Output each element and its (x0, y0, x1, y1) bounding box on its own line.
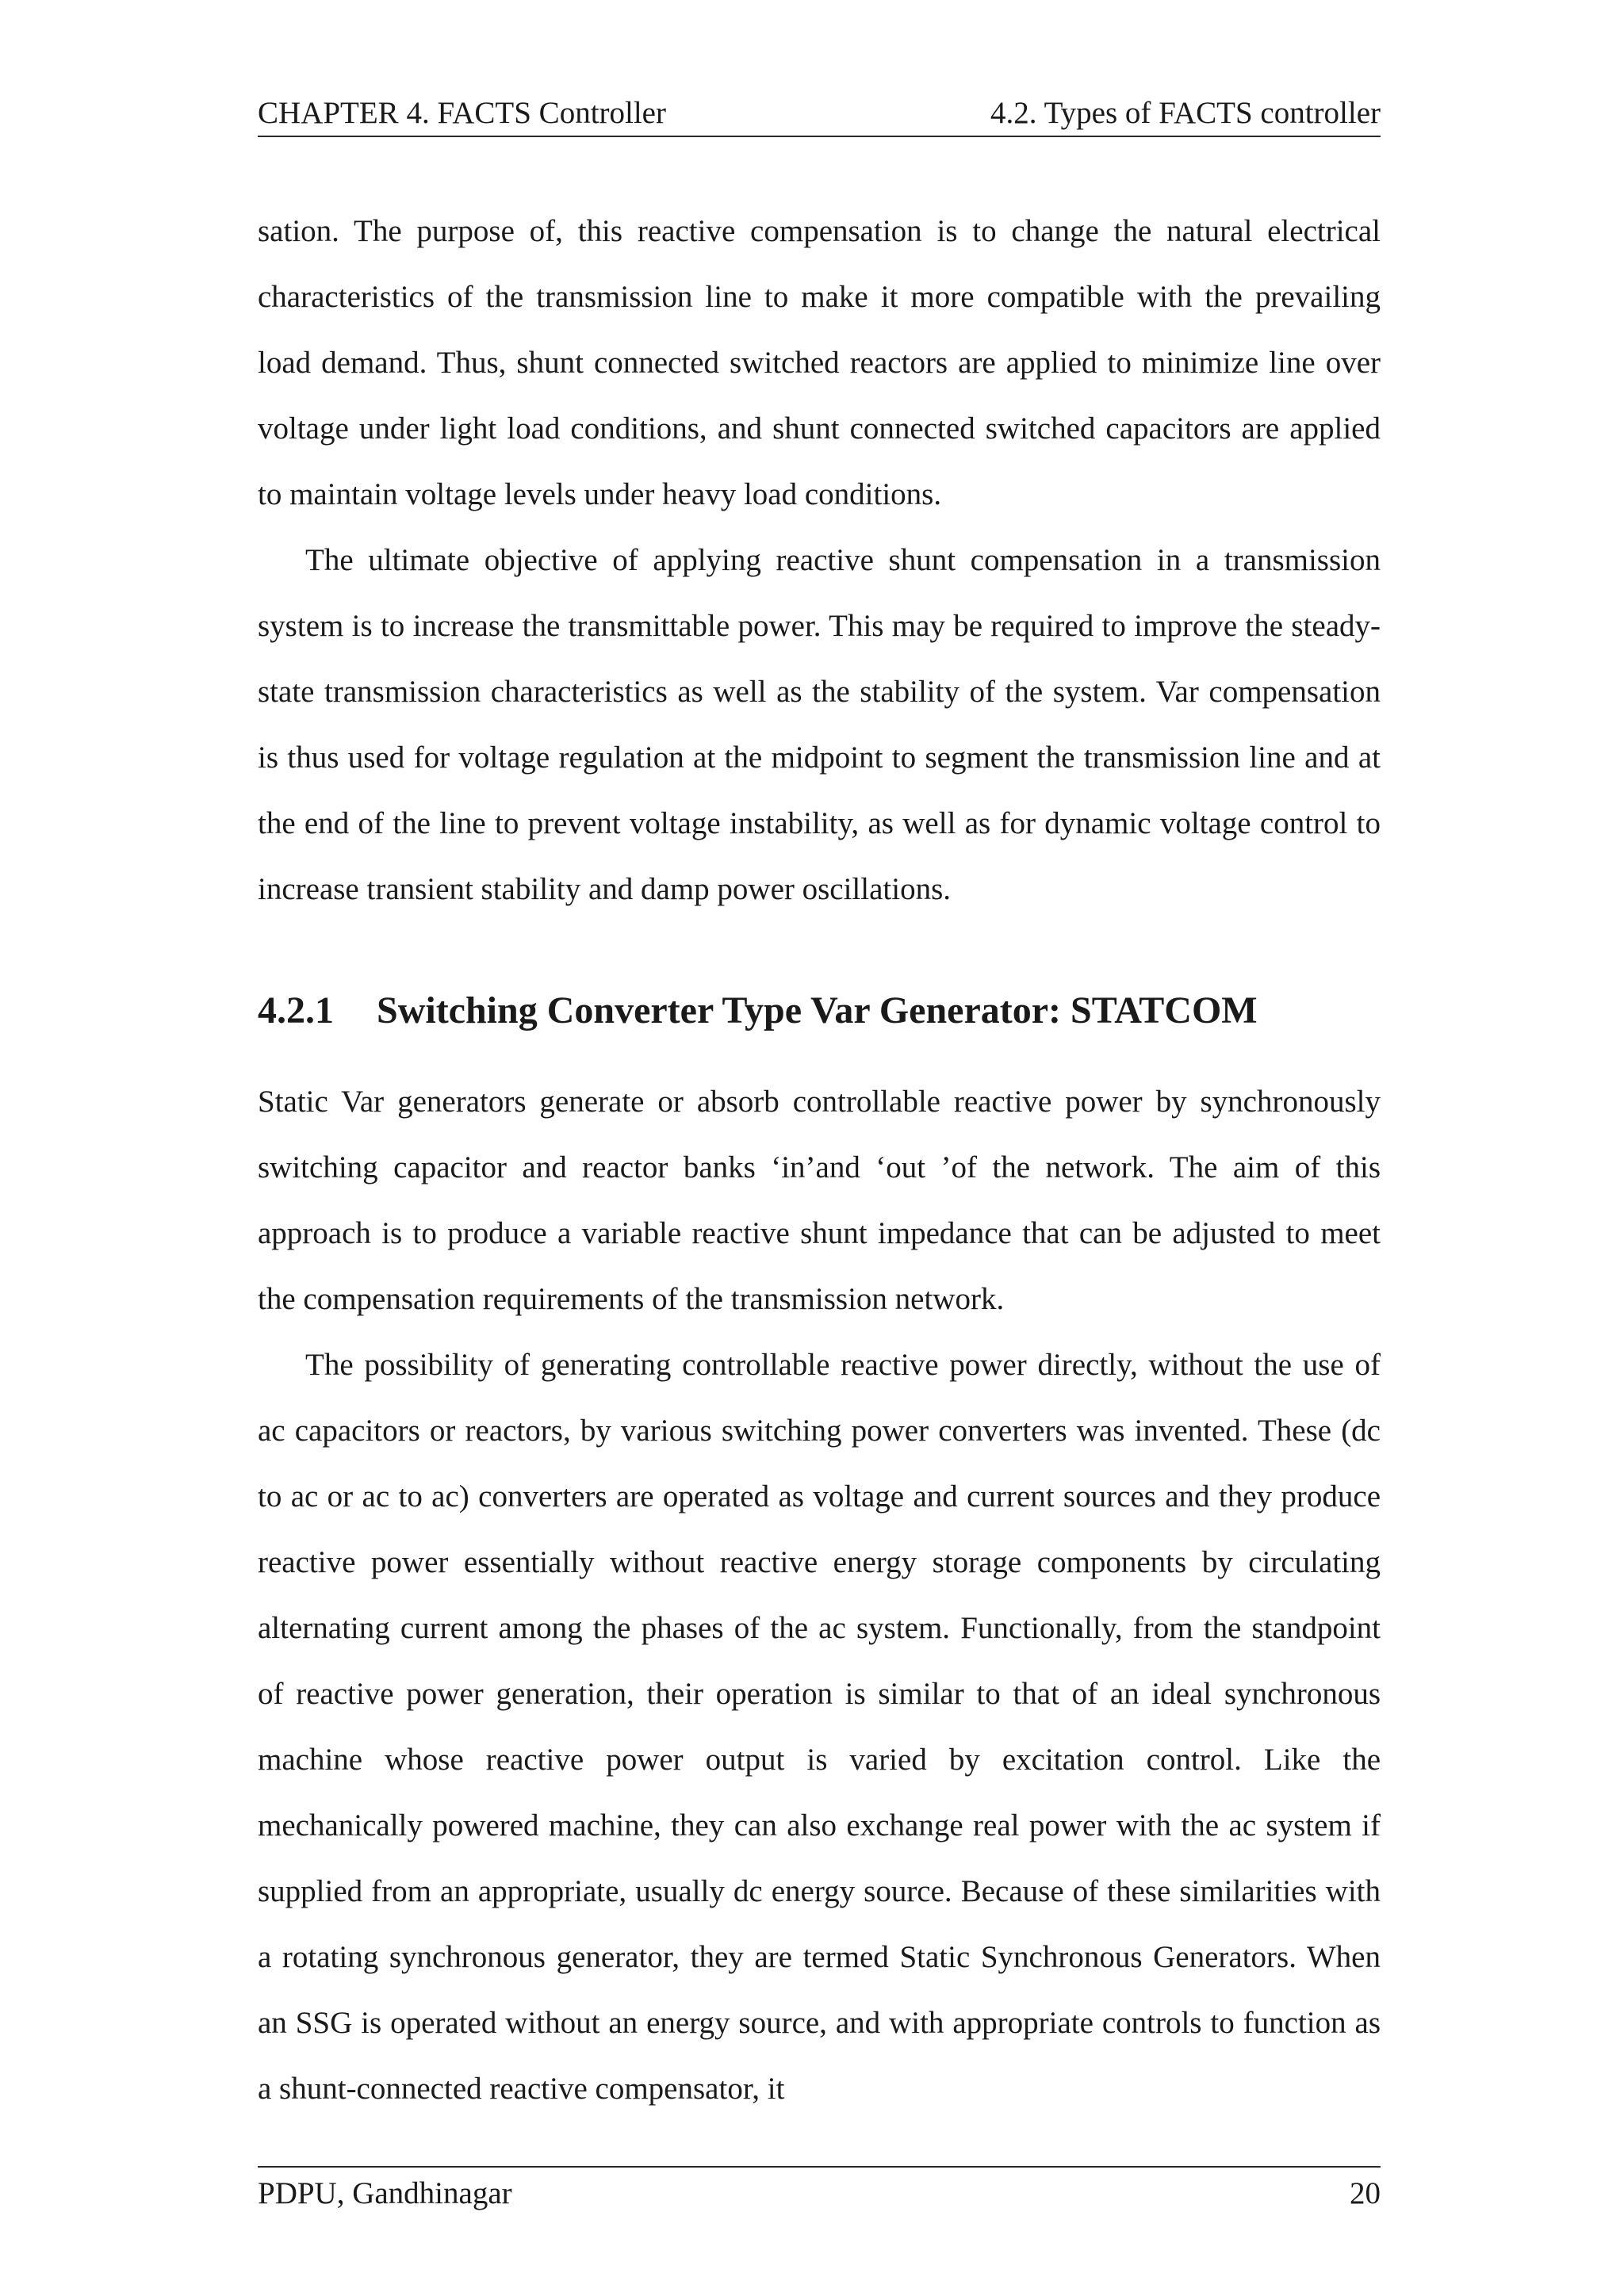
header-rule (258, 136, 1381, 137)
section-number: 4.2.1 (258, 989, 334, 1031)
section-heading (258, 979, 1258, 1043)
paragraph: sation. The purpose of, this reactive compensation is to change the natural electrical characteristics of the transmission line to make it more compatible with the prevailing load demand. Thus, shunt connected switched reactors are applied to minimize line over voltage under light load conditions, and shunt connected switched capacitors are applied to maintain voltage levels under heavy load conditions. (258, 214, 1381, 511)
footer-rule (258, 2166, 1381, 2168)
footer-institution: PDPU, Gandhinagar (258, 2176, 512, 2210)
body-text-bottom (258, 1069, 1381, 2122)
page-number: 20 (1350, 2176, 1381, 2210)
section-title: Switching Converter Type Var Generator: STATCOM (377, 989, 1258, 1031)
running-header (258, 94, 1381, 133)
paragraph: Static Var generators generate or absorb controllable reactive power by synchronously switching capacitor and reactor banks ‘in’and ‘out ’of the network. The aim of this approach is to produce a variable reactive shunt impedance that can be adjusted to meet the compensation requirements of the transmission network. (258, 1085, 1381, 1316)
paragraph: The possibility of generating controllable reactive power directly, without the use of ac capacitors or reactors, by various switching power converters was invented. These (dc to ac or ac to ac) converters are operated as voltage and current sources and they produce reactive power essentially without reactive energy storage components by circulating alternating current among the phases of the ac system. Functionally, from the standpoint of reactive power generation, their operation is similar to that of an ideal synchronous machine whose reactive power output is varied by excitation control. Like the mechanically powered machine, they can also exchange real power with the ac system if supplied from an appropriate, usually dc energy source. Because of these similarities with a rotating synchronous generator, they are termed Static Synchronous Generators. When an SSG is operated without an energy source, and with appropriate controls to function as a shunt-connected reactive compensator, it (258, 1348, 1381, 2106)
document-page (258, 0, 1381, 2296)
paragraph: The ultimate objective of applying reactive shunt compensation in a transmission system is to increase the transmittable power. This may be required to improve the steady-state transmission characteristics as well as the stability of the system. Var compensation is thus used for voltage regulation at the midpoint to segment the transmission line and at the end of the line to prevent voltage instability, as well as for dynamic voltage control to increase transient stability and damp power oscillations. (258, 543, 1381, 906)
header-chapter-title: CHAPTER 4. FACTS Controller (258, 96, 666, 130)
running-footer (258, 2174, 1381, 2214)
header-section-title: 4.2. Types of FACTS controller (990, 96, 1381, 130)
body-text-top (258, 198, 1381, 922)
